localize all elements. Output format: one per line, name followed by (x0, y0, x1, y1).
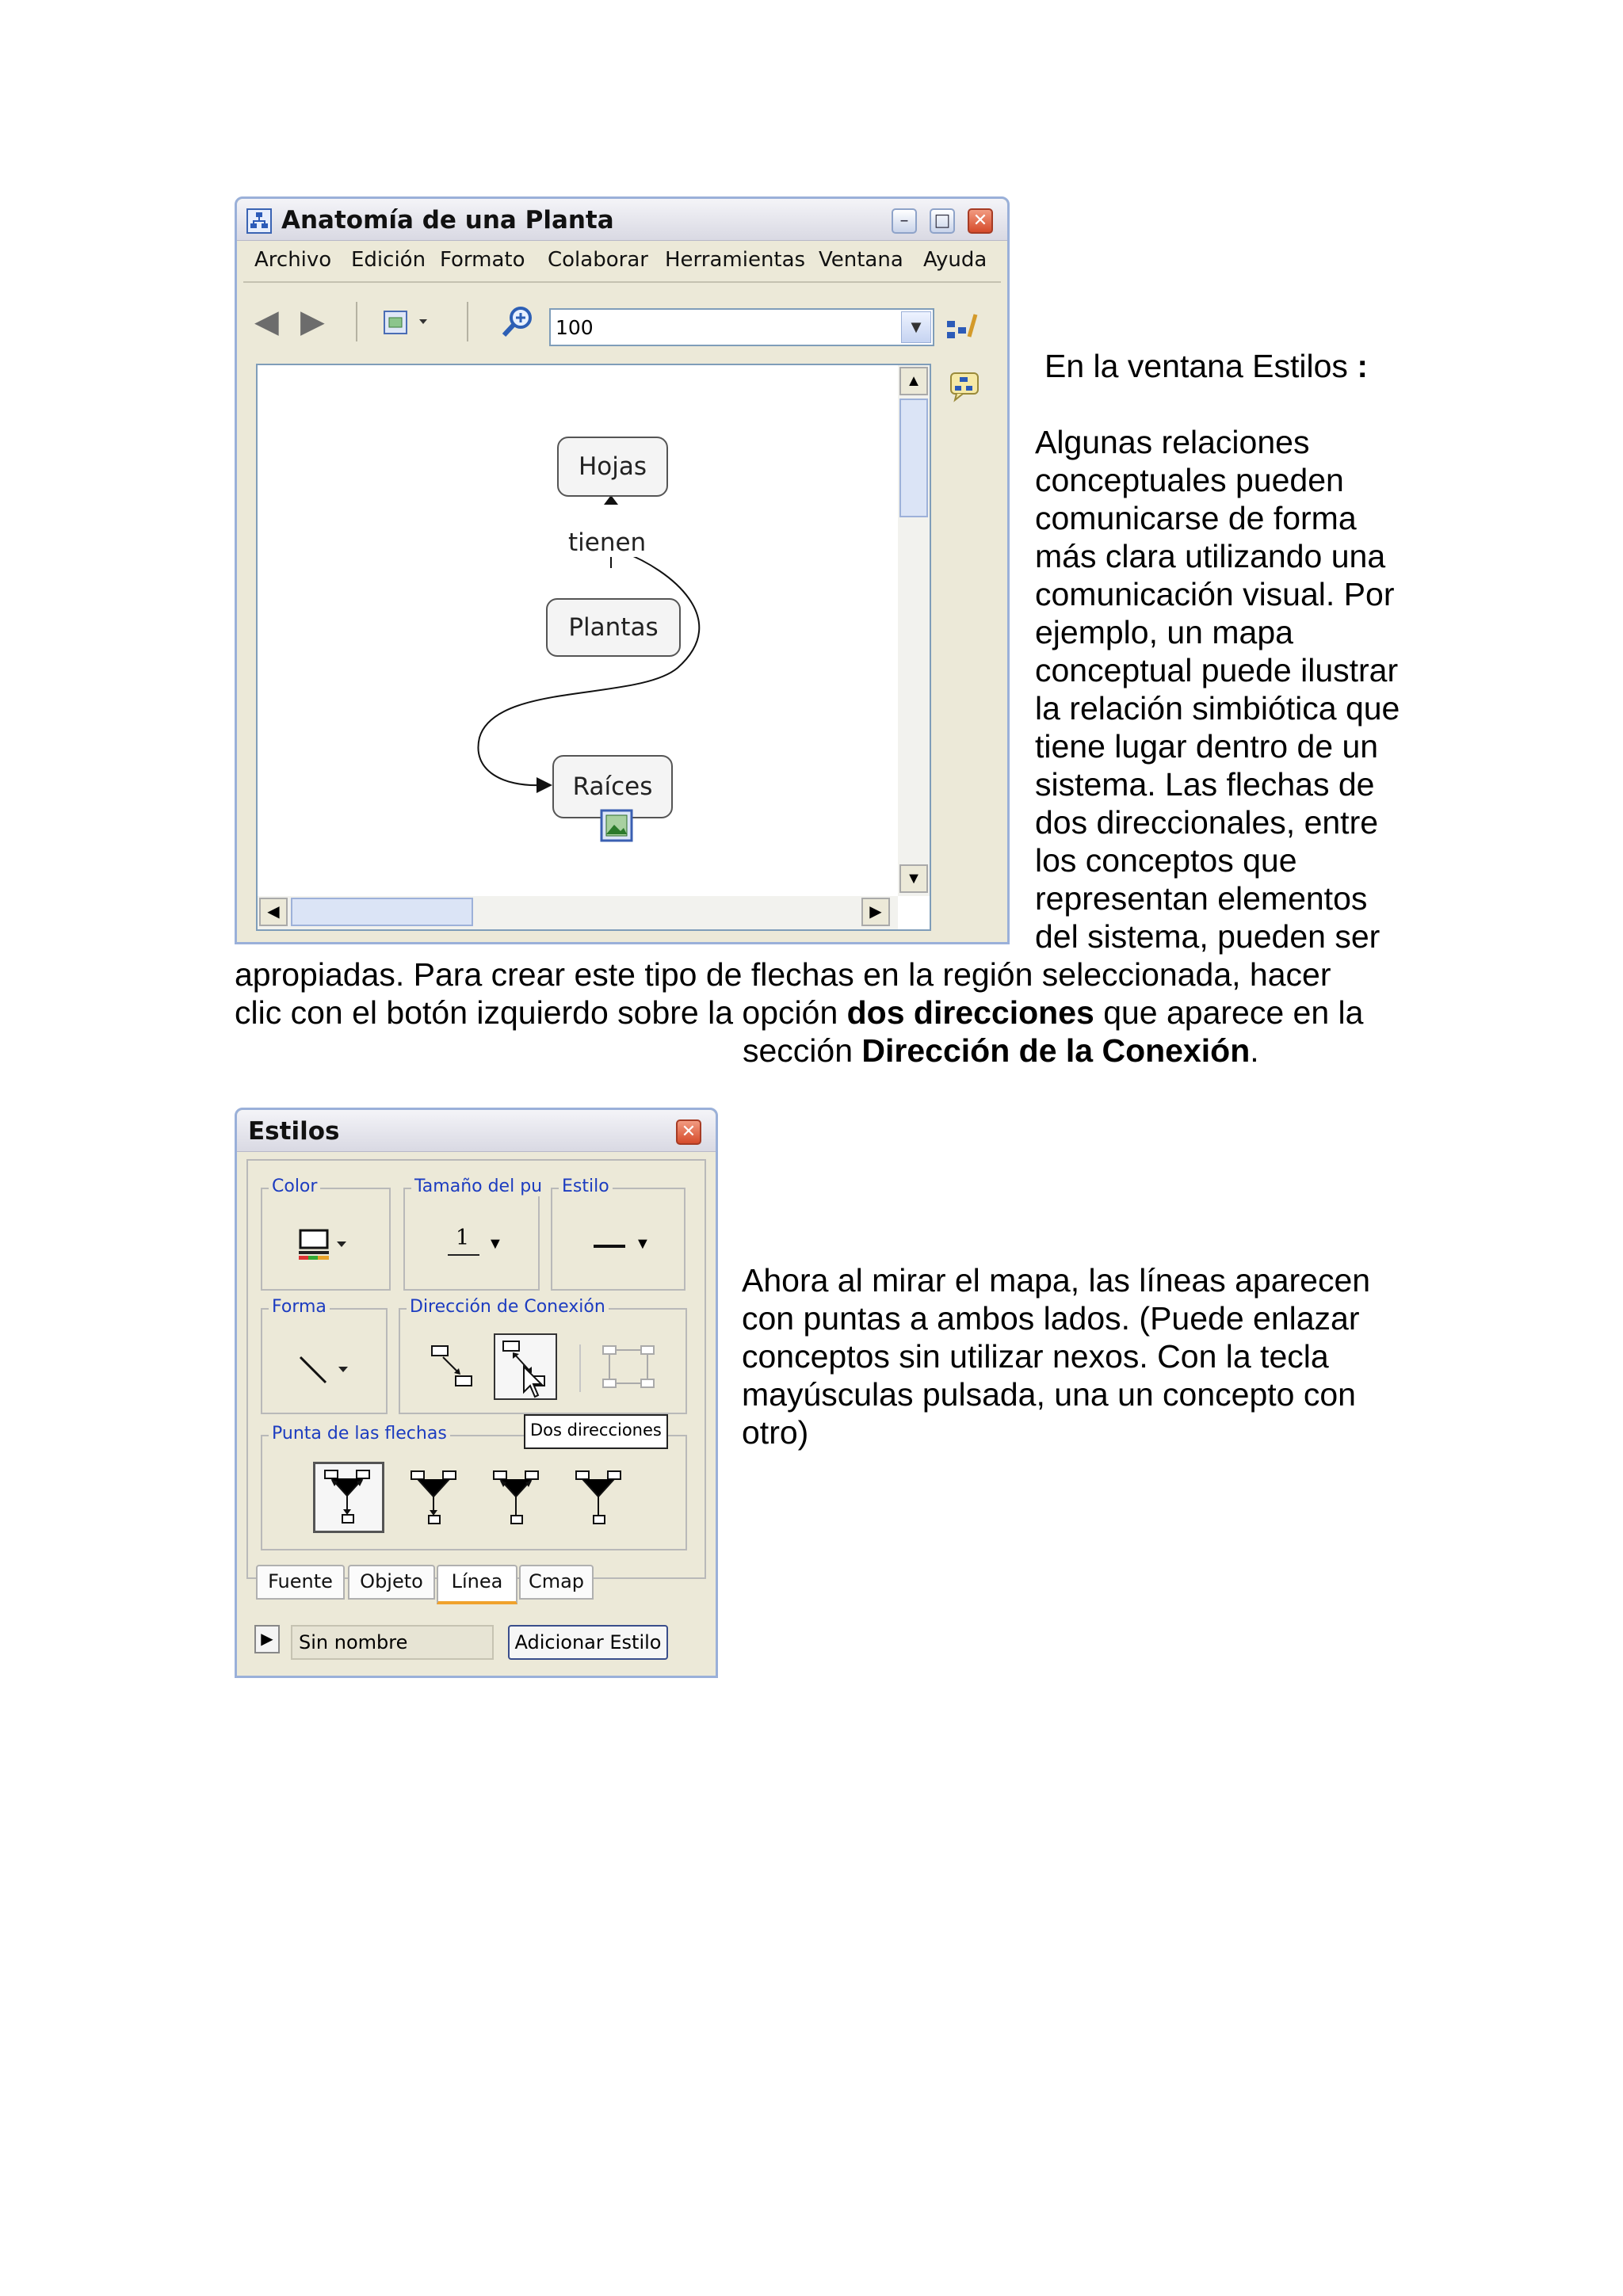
menu-formato[interactable]: Formato (440, 248, 525, 272)
group-shape (261, 1297, 388, 1414)
cmap-app-icon (246, 208, 272, 234)
cmap-titlebar[interactable] (237, 199, 1007, 241)
line-size-value[interactable]: 1 (456, 1226, 470, 1250)
cmap-window (235, 196, 1010, 944)
menu-colaborar[interactable]: Colaborar (548, 248, 648, 272)
arrowhead-option-start[interactable] (484, 1465, 551, 1531)
group-direction-label: Dirección de Conexión (407, 1297, 609, 1317)
paragraph-1-column: Algunas relaciones conceptuales pueden comunicarse de forma más clara utilizando una comunicación visual. Por ejemplo, un mapa conceptual puede ilustrar la relación simbiótica que tiene lugar dentro de un sistema. Las flechas de dos direccionales, entre los conceptos que representan elementos del sistema, pueden ser (1035, 424, 1400, 955)
tab-cmap[interactable]: Cmap (519, 1565, 594, 1600)
minimize-button[interactable]: – (892, 208, 917, 234)
forward-arrow-icon[interactable]: ▶ (300, 303, 325, 340)
arrowhead-option-all[interactable] (313, 1462, 384, 1533)
styles-titlebar[interactable] (237, 1110, 716, 1152)
scroll-down-button[interactable]: ▼ (899, 864, 928, 893)
zoom-combobox[interactable] (549, 308, 934, 346)
scroll-right-button[interactable]: ▶ (861, 898, 890, 926)
styles-window (235, 1108, 718, 1678)
cycle-direction-icon[interactable] (598, 1340, 662, 1395)
group-style-label: Estilo (559, 1177, 613, 1196)
chat-icon[interactable] (949, 370, 982, 407)
paragraph-1-continuation: apropiadas. Para crear este tipo de flechas en la región seleccionada, hacer clic con el botón izquierdo sobre la opción dos direcciones que aparece en la sección Dirección de la Conexión. (235, 956, 1364, 1069)
menu-archivo[interactable]: Archivo (254, 248, 332, 272)
scroll-left-button[interactable]: ◀ (259, 898, 288, 926)
concept-plantas[interactable]: Plantas (546, 598, 681, 657)
chevron-down-icon[interactable]: ▼ (487, 1235, 503, 1253)
scroll-up-button[interactable]: ▲ (899, 367, 928, 395)
arrowhead-option-end[interactable] (402, 1465, 468, 1531)
chevron-down-icon[interactable]: ▼ (901, 311, 931, 343)
zoom-value: 100 (556, 316, 594, 339)
menu-ayuda[interactable]: Ayuda (923, 248, 987, 272)
color-picker-icon[interactable] (297, 1227, 361, 1271)
group-connection-direction (399, 1297, 687, 1414)
concept-raices[interactable]: Raíces (552, 755, 673, 818)
style-palette-icon[interactable] (944, 310, 979, 349)
group-arrowhead-label: Punta de las flechas (269, 1424, 450, 1444)
add-style-button[interactable]: Adicionar Estilo (508, 1625, 668, 1660)
concept-hojas[interactable]: Hojas (557, 437, 668, 497)
group-color (261, 1177, 391, 1291)
cmap-canvas[interactable] (256, 364, 931, 931)
tab-linea[interactable]: Línea (437, 1565, 517, 1604)
styles-panel (246, 1159, 706, 1579)
group-color-label: Color (269, 1177, 320, 1196)
menu-ventana[interactable]: Ventana (819, 248, 903, 272)
hscroll-thumb[interactable] (291, 898, 473, 926)
intro-heading: En la ventana Estilos : (1044, 348, 1368, 384)
image-resource-icon[interactable] (600, 809, 633, 846)
style-name-field[interactable]: Sin nombre (291, 1625, 494, 1660)
link-label-tienen[interactable]: tienen (568, 528, 647, 557)
cmap-window-title: Anatomía de una Planta (281, 206, 614, 235)
maximize-button[interactable]: □ (930, 208, 955, 234)
line-style-sample[interactable] (594, 1245, 625, 1248)
one-direction-icon[interactable] (427, 1340, 483, 1395)
tab-objeto[interactable]: Objeto (348, 1565, 435, 1600)
close-button[interactable]: ✕ (968, 208, 993, 234)
back-arrow-icon[interactable]: ◀ (254, 303, 279, 340)
zoom-icon[interactable] (500, 303, 537, 344)
straight-line-icon[interactable] (297, 1354, 361, 1386)
chevron-down-icon[interactable]: ▼ (635, 1235, 651, 1253)
two-directions-button[interactable] (494, 1333, 557, 1400)
expand-play-icon[interactable]: ▶ (254, 1625, 280, 1653)
group-line-size (403, 1177, 543, 1291)
styles-window-title: Estilos (248, 1117, 340, 1146)
scroll-thumb[interactable] (899, 399, 928, 517)
group-shape-label: Forma (269, 1297, 330, 1317)
tab-fuente[interactable]: Fuente (256, 1565, 345, 1600)
menu-herramientas[interactable]: Herramientas (665, 248, 806, 272)
two-directions-tooltip: Dos direcciones (524, 1414, 668, 1449)
vertical-scrollbar[interactable] (898, 365, 930, 896)
group-size-label: Tamaño del pu (411, 1177, 545, 1196)
paragraph-2: Ahora al mirar el mapa, las líneas aparecen con puntas a ambos lados. (Puede enlazar conceptos sin utilizar nexos. Con la tecla mayúsculas pulsada, una un concepto con otro) (742, 1262, 1371, 1451)
group-line-style (551, 1177, 685, 1291)
horizontal-scrollbar[interactable] (258, 896, 898, 929)
close-button[interactable]: ✕ (676, 1119, 701, 1145)
menu-bar (243, 243, 1001, 278)
arrowhead-option-none[interactable] (567, 1465, 633, 1531)
views-icon[interactable] (383, 307, 438, 342)
menu-edicion[interactable]: Edición (351, 248, 426, 272)
